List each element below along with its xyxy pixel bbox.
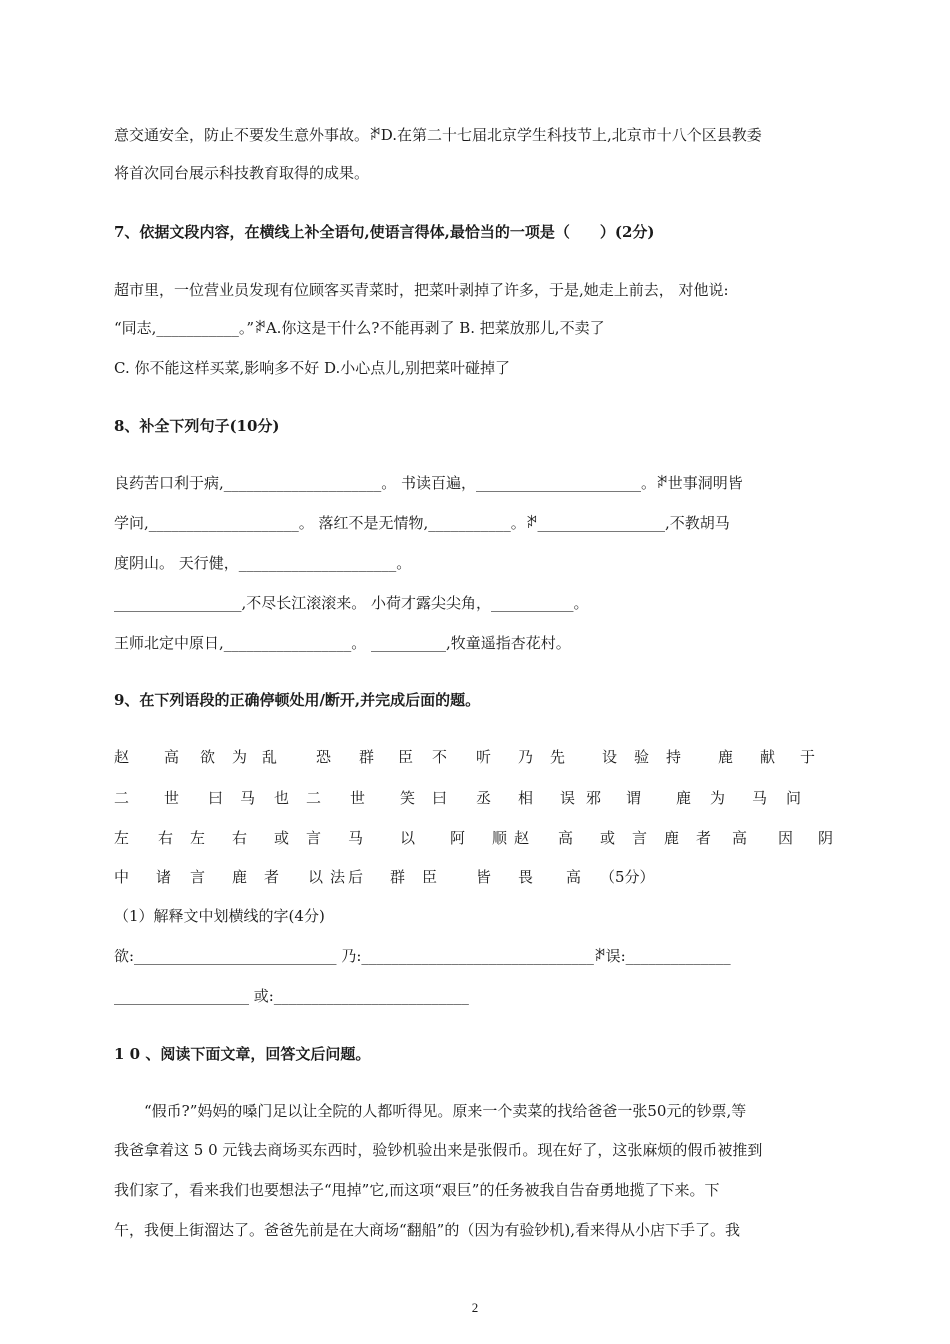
grid-char: 二 [306, 789, 322, 807]
text-line: 王师北定中原日,_________________。 __________,牧童遥指杏花村。 [114, 634, 571, 652]
grid-char: 言 [632, 829, 648, 847]
grid-char: 世 [350, 789, 366, 807]
grid-char: 言 [306, 829, 322, 847]
page-number: 2 [471, 1300, 479, 1315]
grid-char: 右 [158, 829, 174, 847]
grid-char: 或 [600, 829, 616, 847]
grid-char: 恐 [316, 748, 332, 766]
classical-text-row [114, 787, 836, 807]
grid-char: 高 [566, 868, 582, 886]
grid-char: 献 [760, 748, 776, 766]
grid-char: 丞 [476, 789, 492, 807]
grid-char: 听 [476, 748, 492, 766]
text-line: 我们家了，看来我们也要想法子“甩掉”它,而这项“艰巨”的任务被我自告奋勇地揽了下来。下 [114, 1181, 720, 1199]
grid-char: 鹿 [664, 829, 680, 847]
question-9-title: 9、在下列语段的正确停顿处用/断开,并完成后面的题。 [114, 691, 481, 709]
question-7-title: 7、依据文段内容，在横线上补全语句,使语言得体,最恰当的一项是（ ）(2分) [114, 223, 655, 241]
grid-char: 先 [550, 748, 566, 766]
grid-char: 曰 [208, 789, 224, 807]
text-line: 超市里，一位营业员发现有位顾客买青菜时，把菜叶剥掉了许多，于是,她走上前去， 对他说: [114, 281, 729, 299]
grid-char: 左 [114, 829, 130, 847]
grid-char: 中 [114, 868, 130, 886]
grid-char: 不 [432, 748, 448, 766]
grid-char: 邪 [586, 789, 602, 807]
grid-char: 因 [778, 829, 794, 847]
grid-char: 者 [264, 868, 280, 886]
grid-char: 鹿 [718, 748, 734, 766]
text-line: “假币?”妈妈的嗓门足以让全院的人都听得见。原来一个卖菜的找给爸爸一张50元的钞票,等 [144, 1102, 747, 1120]
text-line: 我爸拿着这 5 0 元钱去商场买东西时，验钞机验出来是张假币。现在好了，这张麻烦的假币被推到 [114, 1141, 763, 1159]
grid-char: 为 [232, 748, 248, 766]
grid-char: 诸 [156, 868, 172, 886]
grid-char: 乱 [262, 748, 278, 766]
grid-char: 高 [732, 829, 748, 847]
grid-char: 鹿 [232, 868, 248, 886]
grid-char: 相 [518, 789, 534, 807]
classical-text-row [114, 866, 836, 886]
grid-char: 也 [274, 789, 290, 807]
text-line: 学问,____________________。 落红不是无情物,___________。ꎥ_________________,不教胡马 [114, 514, 730, 532]
grid-char: 于 [800, 748, 816, 766]
grid-char: 乃 [518, 748, 534, 766]
grid-char: 误 [560, 789, 576, 807]
grid-char: 马 [240, 789, 256, 807]
question-10-title: 1 0 、阅读下面文章，回答文后问题。 [114, 1045, 371, 1063]
grid-char: 马 [348, 829, 364, 847]
grid-char: 赵 [114, 748, 130, 766]
grid-char: 赵 [514, 829, 530, 847]
text-line: 将首次同台展示科技教育取得的成果。 [114, 164, 370, 182]
grid-char: 马 [752, 789, 768, 807]
text-line: 度阴山。 天行健，_____________________。 [114, 554, 412, 572]
grid-char: 阴 [818, 829, 834, 847]
text-line: _________________,不尽长江滚滚来。 小荷才露尖尖角，___________。 [114, 594, 589, 612]
grid-char: 鹿 [676, 789, 692, 807]
grid-char: 曰 [432, 789, 448, 807]
grid-char: 臣 [422, 868, 438, 886]
grid-char: 欲 [200, 748, 216, 766]
grid-char: 以 [400, 829, 416, 847]
grid-char: 法 [330, 868, 346, 886]
grid-char: 群 [390, 868, 406, 886]
grid-char: 后 [348, 868, 364, 886]
grid-char: 或 [274, 829, 290, 847]
text-line: C. 你不能这样买菜,影响多不好 D.小心点儿,别把菜叶碰掉了 [114, 359, 511, 377]
grid-char: 者 [696, 829, 712, 847]
grid-char: 问 [786, 789, 802, 807]
text-line: （1）解释文中划横线的字(4分) [114, 907, 325, 925]
grid-char: 高 [558, 829, 574, 847]
grid-char: 言 [190, 868, 206, 886]
grid-char: 皆 [476, 868, 492, 886]
grid-char: 阿 [450, 829, 466, 847]
grid-char: 谓 [626, 789, 642, 807]
classical-text-row [114, 746, 836, 766]
grid-char: 右 [232, 829, 248, 847]
classical-text-row [114, 827, 836, 847]
grid-char: 世 [164, 789, 180, 807]
grid-char: （5分） [600, 868, 655, 886]
grid-char: 持 [666, 748, 682, 766]
grid-char: 以 [308, 868, 324, 886]
grid-char: 笑 [400, 789, 416, 807]
grid-char: 为 [710, 789, 726, 807]
grid-char: 顺 [492, 829, 508, 847]
grid-char: 群 [359, 748, 375, 766]
text-line: 良药苦口利于病,_____________________。 书读百遍，______________________。ꎥ世事洞明皆 [114, 474, 743, 492]
grid-char: 左 [190, 829, 206, 847]
grid-char: 验 [634, 748, 650, 766]
grid-char: 畏 [518, 868, 534, 886]
text-line: __________________ 或:__________________________ [114, 987, 469, 1005]
text-line: 欲:___________________________ 乃:_______________________________ꎥ误:______________ [114, 947, 731, 965]
text-line: 午，我便上街溜达了。爸爸先前是在大商场“翻船”的（因为有验钞机),看来得从小店下手了。我 [114, 1221, 740, 1239]
text-line: “同志,___________。”ꎥA.你这是干什么?不能再剥了 B. 把菜放那儿,不卖了 [114, 319, 605, 337]
text-line: 意交通安全，防止不要发生意外事故。ꎥD.在第二十七届北京学生科技节上,北京市十八个区县教委 [114, 126, 762, 144]
grid-char: 高 [164, 748, 180, 766]
grid-char: 二 [114, 789, 130, 807]
question-8-title: 8、补全下列句子(10分) [114, 417, 280, 435]
grid-char: 臣 [398, 748, 414, 766]
grid-char: 设 [602, 748, 618, 766]
